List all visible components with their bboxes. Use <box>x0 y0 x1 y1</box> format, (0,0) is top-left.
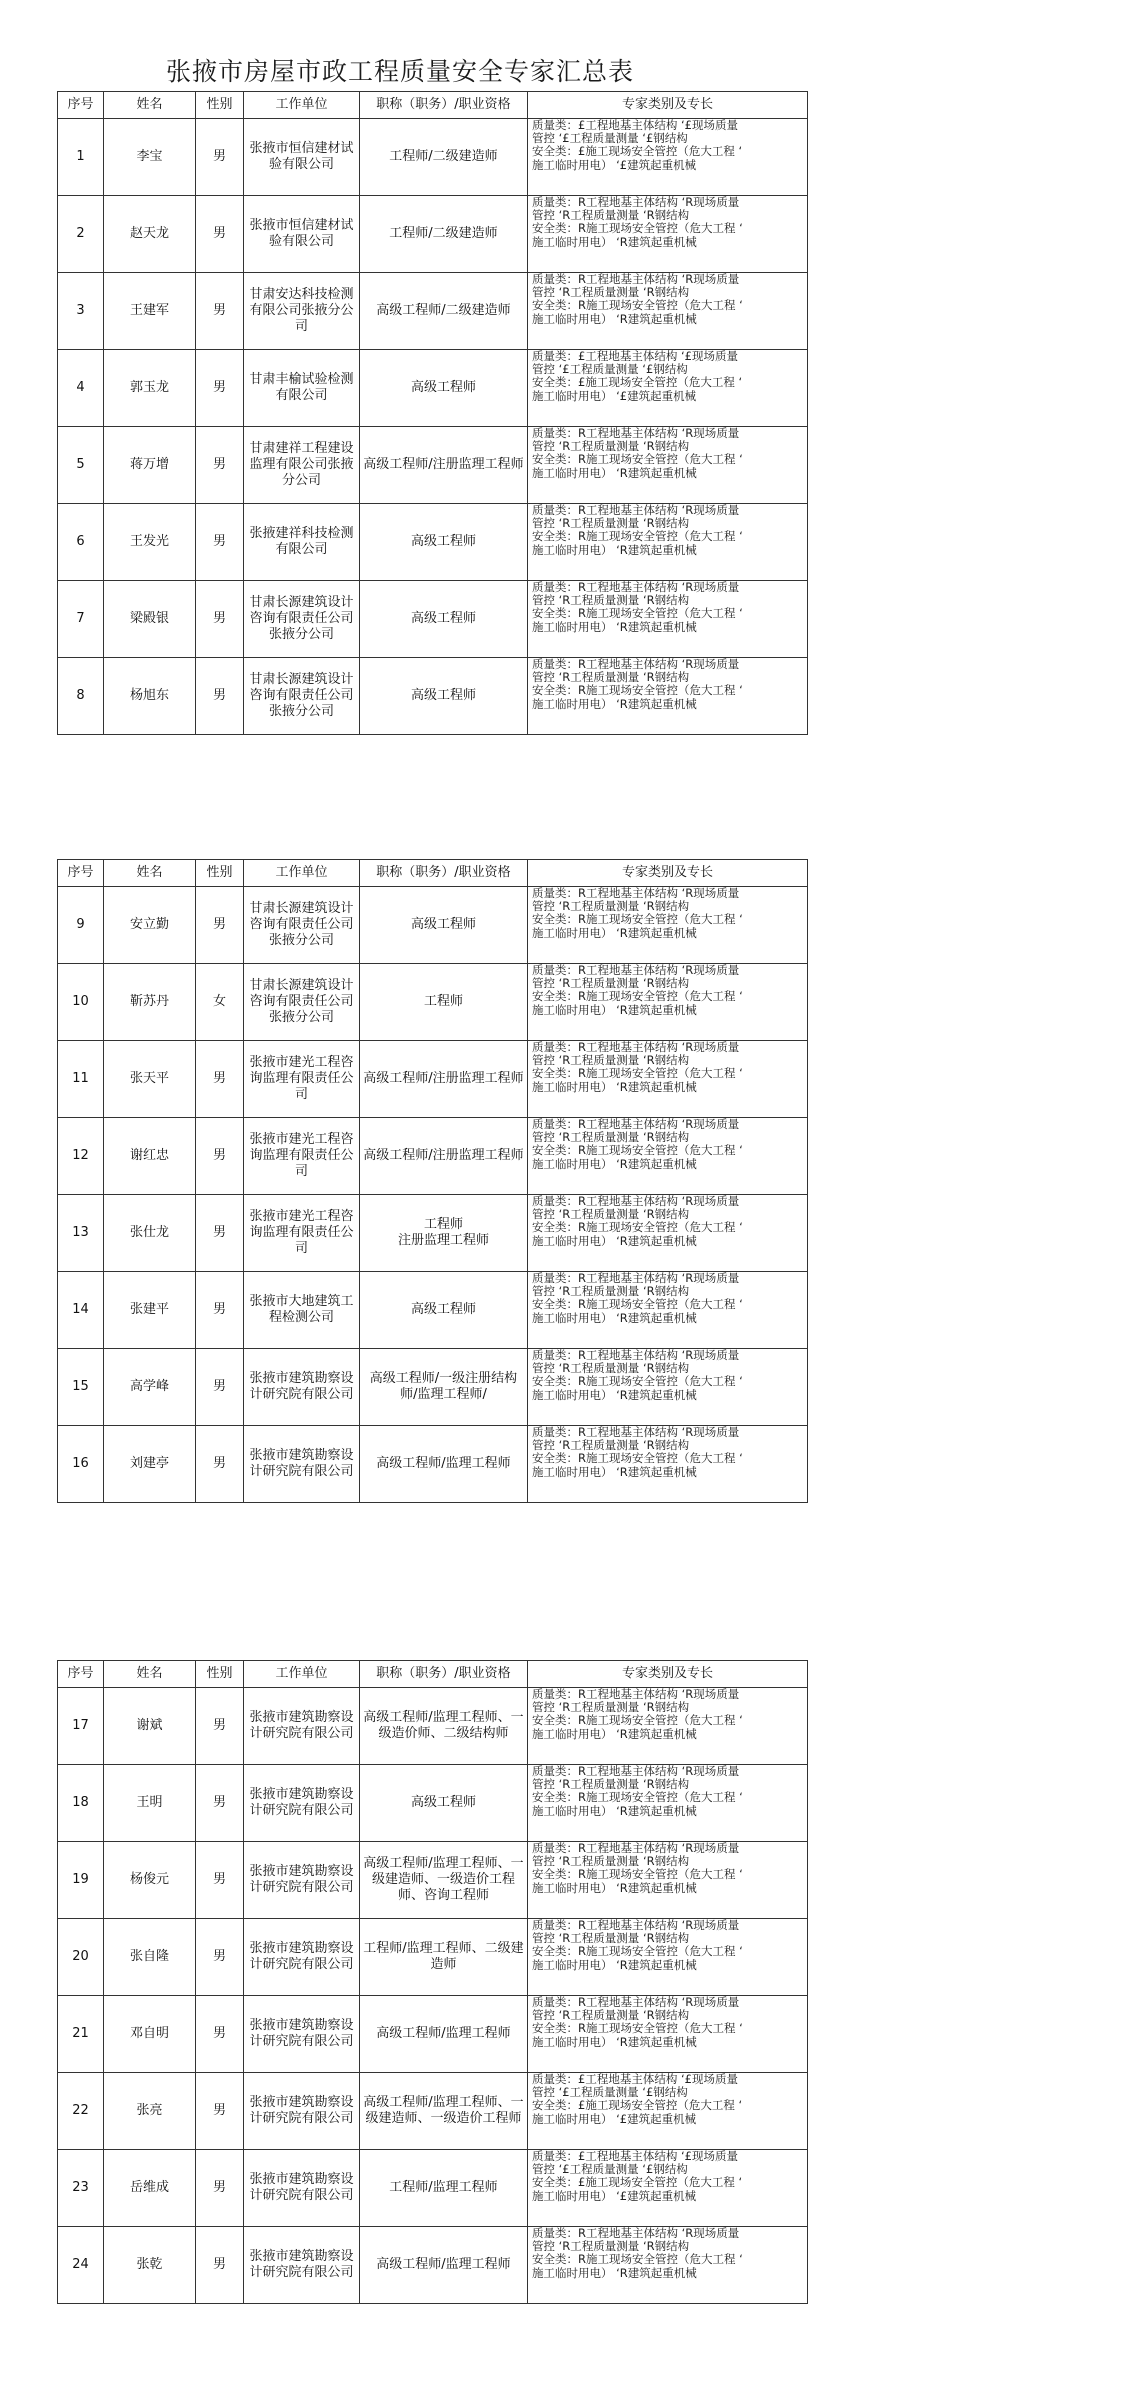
cell-no: 5 <box>58 427 104 504</box>
cell-specialty <box>528 196 808 273</box>
specialty-line: 管控 ‘R工程质量测量 ‘R钢结构 <box>532 1208 690 1222</box>
table-row <box>58 350 808 427</box>
cell-title: 高级工程师 <box>360 350 528 427</box>
cell-specialty <box>528 119 808 196</box>
cell-specialty <box>528 964 808 1041</box>
header-spec: 专家类别及专长 <box>528 92 808 119</box>
cell-title: 工程师 <box>360 964 528 1041</box>
specialty-line: 质量类：£工程地基主体结构 ‘£现场质量 <box>532 119 738 132</box>
cell-unit: 张掖建祥科技检测有限公司 <box>244 504 360 581</box>
specialty-line: 管控 ‘R工程质量测量 ‘R钢结构 <box>532 1778 690 1792</box>
cell-title: 工程师/二级建造师 <box>360 196 528 273</box>
cell-unit: 甘肃长源建筑设计咨询有限责任公司 张掖分公司 <box>244 887 360 964</box>
specialty-line: 施工临时用电） ‘R建筑起重机械 <box>532 1003 697 1017</box>
specialty-line: 质量类：R工程地基主体结构 ‘R现场质量 <box>532 581 740 594</box>
specialty-line: 质量类：R工程地基主体结构 ‘R现场质量 <box>532 1041 740 1054</box>
cell-name: 岳维成 <box>104 2150 196 2227</box>
cell-gender: 男 <box>196 1842 244 1919</box>
specialty-line: 施工临时用电） ‘R建筑起重机械 <box>532 2266 697 2280</box>
specialty-line: 管控 ‘R工程质量测量 ‘R钢结构 <box>532 209 690 223</box>
cell-specialty <box>528 2227 808 2304</box>
cell-gender: 男 <box>196 119 244 196</box>
cell-no: 4 <box>58 350 104 427</box>
specialty-line: 管控 ‘R工程质量测量 ‘R钢结构 <box>532 1054 690 1068</box>
specialty-line: 施工临时用电） ‘R建筑起重机械 <box>532 1234 697 1248</box>
cell-gender: 男 <box>196 1272 244 1349</box>
cell-gender: 男 <box>196 1688 244 1765</box>
cell-name: 谢斌 <box>104 1688 196 1765</box>
cell-no: 8 <box>58 658 104 735</box>
cell-no: 24 <box>58 2227 104 2304</box>
cell-title: 高级工程师/监理工程师、一级造价师、二级结构师 <box>360 1688 528 1765</box>
specialty-line: 管控 ‘R工程质量测量 ‘R钢结构 <box>532 594 690 608</box>
cell-no: 23 <box>58 2150 104 2227</box>
table-row <box>58 1195 808 1272</box>
specialty-line: 安全类：R施工现场安全管控（危大工程 ‘ <box>532 1714 743 1728</box>
cell-name: 靳苏丹 <box>104 964 196 1041</box>
specialty-line: 施工临时用电） ‘R建筑起重机械 <box>532 697 697 711</box>
cell-no: 9 <box>58 887 104 964</box>
cell-specialty <box>528 1426 808 1503</box>
specialty-line: 施工临时用电） ‘R建筑起重机械 <box>532 1727 697 1741</box>
cell-no: 12 <box>58 1118 104 1195</box>
cell-name: 赵天龙 <box>104 196 196 273</box>
table-row <box>58 887 808 964</box>
specialty-line: 施工临时用电） ‘R建筑起重机械 <box>532 1080 697 1094</box>
cell-unit: 张掖市恒信建材试验有限公司 <box>244 119 360 196</box>
cell-title: 高级工程师 <box>360 658 528 735</box>
specialty-line: 施工临时用电） ‘R建筑起重机械 <box>532 1881 697 1895</box>
expert-table-1 <box>57 91 808 735</box>
cell-specialty <box>528 1765 808 1842</box>
specialty-line: 管控 ‘R工程质量测量 ‘R钢结构 <box>532 1439 690 1453</box>
cell-title: 高级工程师 <box>360 887 528 964</box>
cell-title: 高级工程师/注册监理工程师 <box>360 1118 528 1195</box>
header-title: 职称（职务）/职业资格 <box>360 1661 528 1688</box>
specialty-line: 安全类：R施工现场安全管控（危大工程 ‘ <box>532 607 743 621</box>
header-unit: 工作单位 <box>244 860 360 887</box>
specialty-line: 施工临时用电） ‘R建筑起重机械 <box>532 1157 697 1171</box>
specialty-line: 安全类：R施工现场安全管控（危大工程 ‘ <box>532 1221 743 1235</box>
table-row <box>58 1349 808 1426</box>
cell-title: 工程师/二级建造师 <box>360 119 528 196</box>
specialty-line: 质量类：R工程地基主体结构 ‘R现场质量 <box>532 273 740 286</box>
specialty-line: 质量类：£工程地基主体结构 ‘£现场质量 <box>532 2073 738 2086</box>
cell-gender: 男 <box>196 1349 244 1426</box>
cell-gender: 男 <box>196 1118 244 1195</box>
cell-gender: 男 <box>196 1919 244 1996</box>
cell-no: 7 <box>58 581 104 658</box>
cell-name: 张乾 <box>104 2227 196 2304</box>
cell-unit: 张掖市建筑勘察设计研究院有限公司 <box>244 2073 360 2150</box>
cell-gender: 男 <box>196 658 244 735</box>
cell-specialty <box>528 2073 808 2150</box>
specialty-line: 施工临时用电） ‘R建筑起重机械 <box>532 926 697 940</box>
table-row <box>58 1041 808 1118</box>
specialty-line: 管控 ‘£工程质量测量 ‘£钢结构 <box>532 2086 688 2100</box>
cell-no: 19 <box>58 1842 104 1919</box>
cell-specialty <box>528 581 808 658</box>
table-row <box>58 273 808 350</box>
cell-gender: 男 <box>196 1426 244 1503</box>
cell-gender: 男 <box>196 1765 244 1842</box>
specialty-line: 安全类：R施工现场安全管控（危大工程 ‘ <box>532 990 743 1004</box>
cell-title: 高级工程师/二级建造师 <box>360 273 528 350</box>
specialty-line: 管控 ‘R工程质量测量 ‘R钢结构 <box>532 671 690 685</box>
cell-title: 高级工程师 <box>360 1765 528 1842</box>
specialty-line: 质量类：R工程地基主体结构 ‘R现场质量 <box>532 1118 740 1131</box>
table-row <box>58 1272 808 1349</box>
specialty-line: 安全类：R施工现场安全管控（危大工程 ‘ <box>532 1144 743 1158</box>
specialty-line: 质量类：R工程地基主体结构 ‘R现场质量 <box>532 1349 740 1362</box>
cell-name: 王明 <box>104 1765 196 1842</box>
cell-no: 13 <box>58 1195 104 1272</box>
header-name: 姓名 <box>104 860 196 887</box>
header-gender: 性别 <box>196 92 244 119</box>
cell-name: 张自隆 <box>104 1919 196 1996</box>
specialty-line: 质量类：R工程地基主体结构 ‘R现场质量 <box>532 1919 740 1932</box>
specialty-line: 管控 ‘R工程质量测量 ‘R钢结构 <box>532 2009 690 2023</box>
specialty-line: 管控 ‘R工程质量测量 ‘R钢结构 <box>532 1362 690 1376</box>
specialty-line: 安全类：R施工现场安全管控（危大工程 ‘ <box>532 222 743 236</box>
specialty-line: 质量类：R工程地基主体结构 ‘R现场质量 <box>532 427 740 440</box>
cell-title: 高级工程师/注册监理工程师 <box>360 427 528 504</box>
table-row <box>58 1765 808 1842</box>
cell-specialty <box>528 427 808 504</box>
cell-specialty <box>528 1996 808 2073</box>
cell-specialty <box>528 1842 808 1919</box>
cell-no: 3 <box>58 273 104 350</box>
specialty-line: 管控 ‘R工程质量测量 ‘R钢结构 <box>532 517 690 531</box>
specialty-line: 施工临时用电） ‘R建筑起重机械 <box>532 1465 697 1479</box>
cell-no: 6 <box>58 504 104 581</box>
table-row <box>58 1996 808 2073</box>
cell-gender: 男 <box>196 196 244 273</box>
specialty-line: 施工临时用电） ‘R建筑起重机械 <box>532 312 697 326</box>
cell-name: 蒋万增 <box>104 427 196 504</box>
cell-unit: 张掖市建筑勘察设计研究院有限公司 <box>244 1842 360 1919</box>
specialty-line: 管控 ‘R工程质量测量 ‘R钢结构 <box>532 900 690 914</box>
cell-gender: 男 <box>196 887 244 964</box>
table-row <box>58 964 808 1041</box>
cell-gender: 男 <box>196 427 244 504</box>
specialty-line: 安全类：R施工现场安全管控（危大工程 ‘ <box>532 299 743 313</box>
cell-unit: 甘肃建祥工程建设监理有限公司张掖分公司 <box>244 427 360 504</box>
table-row <box>58 1919 808 1996</box>
cell-specialty <box>528 273 808 350</box>
specialty-line: 施工临时用电） ‘£建筑起重机械 <box>532 2112 697 2126</box>
cell-no: 22 <box>58 2073 104 2150</box>
cell-specialty <box>528 1118 808 1195</box>
table-row <box>58 427 808 504</box>
header-no: 序号 <box>58 860 104 887</box>
table-row <box>58 119 808 196</box>
specialty-line: 管控 ‘R工程质量测量 ‘R钢结构 <box>532 1932 690 1946</box>
cell-specialty <box>528 887 808 964</box>
table-row <box>58 1842 808 1919</box>
header-title: 职称（职务）/职业资格 <box>360 860 528 887</box>
specialty-line: 质量类：R工程地基主体结构 ‘R现场质量 <box>532 964 740 977</box>
header-spec: 专家类别及专长 <box>528 860 808 887</box>
cell-title: 高级工程师/注册监理工程师 <box>360 1041 528 1118</box>
specialty-line: 安全类：R施工现场安全管控（危大工程 ‘ <box>532 684 743 698</box>
cell-unit: 张掖市建光工程咨询监理有限责任公司 <box>244 1041 360 1118</box>
specialty-line: 施工临时用电） ‘R建筑起重机械 <box>532 620 697 634</box>
specialty-line: 施工临时用电） ‘£建筑起重机械 <box>532 389 697 403</box>
specialty-line: 安全类：R施工现场安全管控（危大工程 ‘ <box>532 1868 743 1882</box>
cell-name: 张仕龙 <box>104 1195 196 1272</box>
cell-gender: 男 <box>196 1041 244 1118</box>
specialty-line: 安全类：R施工现场安全管控（危大工程 ‘ <box>532 1375 743 1389</box>
header-gender: 性别 <box>196 860 244 887</box>
specialty-line: 质量类：£工程地基主体结构 ‘£现场质量 <box>532 2150 738 2163</box>
specialty-line: 施工临时用电） ‘R建筑起重机械 <box>532 1804 697 1818</box>
specialty-line: 安全类：R施工现场安全管控（危大工程 ‘ <box>532 1452 743 1466</box>
cell-specialty <box>528 1041 808 1118</box>
cell-name: 高学峰 <box>104 1349 196 1426</box>
cell-no: 14 <box>58 1272 104 1349</box>
cell-specialty <box>528 1349 808 1426</box>
cell-title: 高级工程师/监理工程师、一级建造师、一级造价工程师 <box>360 2073 528 2150</box>
cell-gender: 男 <box>196 2150 244 2227</box>
specialty-line: 管控 ‘R工程质量测量 ‘R钢结构 <box>532 286 690 300</box>
cell-specialty <box>528 1272 808 1349</box>
header-unit: 工作单位 <box>244 92 360 119</box>
cell-name: 李宝 <box>104 119 196 196</box>
specialty-line: 管控 ‘R工程质量测量 ‘R钢结构 <box>532 1855 690 1869</box>
cell-no: 20 <box>58 1919 104 1996</box>
table-row <box>58 658 808 735</box>
cell-name: 张天平 <box>104 1041 196 1118</box>
cell-name: 郭玉龙 <box>104 350 196 427</box>
cell-title: 高级工程师 <box>360 1272 528 1349</box>
cell-specialty <box>528 1688 808 1765</box>
cell-title: 工程师 注册监理工程师 <box>360 1195 528 1272</box>
specialty-line: 施工临时用电） ‘R建筑起重机械 <box>532 466 697 480</box>
cell-no: 1 <box>58 119 104 196</box>
table-row <box>58 196 808 273</box>
header-gender: 性别 <box>196 1661 244 1688</box>
cell-unit: 张掖市建光工程咨询监理有限责任公司 <box>244 1118 360 1195</box>
specialty-line: 施工临时用电） ‘R建筑起重机械 <box>532 543 697 557</box>
specialty-line: 质量类：R工程地基主体结构 ‘R现场质量 <box>532 1996 740 2009</box>
specialty-line: 管控 ‘£工程质量测量 ‘£钢结构 <box>532 132 688 146</box>
cell-no: 10 <box>58 964 104 1041</box>
cell-title: 高级工程师/监理工程师、一级建造师、一级造价工程师、咨询工程师 <box>360 1842 528 1919</box>
table-row <box>58 581 808 658</box>
specialty-line: 质量类：R工程地基主体结构 ‘R现场质量 <box>532 887 740 900</box>
cell-no: 11 <box>58 1041 104 1118</box>
cell-unit: 甘肃长源建筑设计咨询有限责任公司 张掖分公司 <box>244 964 360 1041</box>
page-title: 张掖市房屋市政工程质量安全专家汇总表 <box>165 57 634 86</box>
specialty-line: 安全类：£施工现场安全管控（危大工程 ‘ <box>532 145 743 159</box>
specialty-line: 管控 ‘R工程质量测量 ‘R钢结构 <box>532 440 690 454</box>
cell-unit: 张掖市建筑勘察设计研究院有限公司 <box>244 2150 360 2227</box>
cell-specialty <box>528 2150 808 2227</box>
cell-unit: 张掖市建筑勘察设计研究院有限公司 <box>244 1426 360 1503</box>
specialty-line: 施工临时用电） ‘R建筑起重机械 <box>532 1958 697 1972</box>
cell-title: 工程师/监理工程师、二级建造师 <box>360 1919 528 1996</box>
specialty-line: 质量类：R工程地基主体结构 ‘R现场质量 <box>532 658 740 671</box>
specialty-line: 质量类：R工程地基主体结构 ‘R现场质量 <box>532 196 740 209</box>
cell-gender: 男 <box>196 350 244 427</box>
specialty-line: 安全类：£施工现场安全管控（危大工程 ‘ <box>532 2099 743 2113</box>
specialty-line: 施工临时用电） ‘R建筑起重机械 <box>532 2035 697 2049</box>
specialty-line: 质量类：R工程地基主体结构 ‘R现场质量 <box>532 1426 740 1439</box>
specialty-line: 安全类：R施工现场安全管控（危大工程 ‘ <box>532 1067 743 1081</box>
specialty-line: 质量类：R工程地基主体结构 ‘R现场质量 <box>532 1688 740 1701</box>
expert-table-2 <box>57 859 808 1503</box>
cell-title: 工程师/监理工程师 <box>360 2150 528 2227</box>
cell-no: 16 <box>58 1426 104 1503</box>
header-title: 职称（职务）/职业资格 <box>360 92 528 119</box>
cell-name: 张亮 <box>104 2073 196 2150</box>
specialty-line: 安全类：R施工现场安全管控（危大工程 ‘ <box>532 530 743 544</box>
cell-gender: 男 <box>196 273 244 350</box>
cell-name: 梁殿银 <box>104 581 196 658</box>
cell-title: 高级工程师 <box>360 504 528 581</box>
specialty-line: 管控 ‘£工程质量测量 ‘£钢结构 <box>532 363 688 377</box>
cell-no: 17 <box>58 1688 104 1765</box>
header-unit: 工作单位 <box>244 1661 360 1688</box>
cell-unit: 张掖市建筑勘察设计研究院有限公司 <box>244 1688 360 1765</box>
specialty-line: 施工临时用电） ‘R建筑起重机械 <box>532 1311 697 1325</box>
table-row <box>58 1426 808 1503</box>
table-header-row <box>58 92 808 119</box>
cell-name: 王发光 <box>104 504 196 581</box>
specialty-line: 质量类：R工程地基主体结构 ‘R现场质量 <box>532 1195 740 1208</box>
specialty-line: 质量类：R工程地基主体结构 ‘R现场质量 <box>532 1272 740 1285</box>
header-name: 姓名 <box>104 92 196 119</box>
cell-title: 高级工程师/监理工程师 <box>360 1426 528 1503</box>
cell-specialty <box>528 658 808 735</box>
cell-gender: 男 <box>196 1996 244 2073</box>
cell-unit: 张掖市大地建筑工程检测公司 <box>244 1272 360 1349</box>
cell-specialty <box>528 1195 808 1272</box>
cell-name: 谢红忠 <box>104 1118 196 1195</box>
specialty-line: 质量类：R工程地基主体结构 ‘R现场质量 <box>532 2227 740 2240</box>
specialty-line: 安全类：R施工现场安全管控（危大工程 ‘ <box>532 453 743 467</box>
table-row <box>58 2073 808 2150</box>
specialty-line: 管控 ‘R工程质量测量 ‘R钢结构 <box>532 1701 690 1715</box>
cell-title: 高级工程师/监理工程师 <box>360 2227 528 2304</box>
specialty-line: 安全类：£施工现场安全管控（危大工程 ‘ <box>532 376 743 390</box>
specialty-line: 安全类：R施工现场安全管控（危大工程 ‘ <box>532 1945 743 1959</box>
table-row <box>58 504 808 581</box>
specialty-line: 质量类：R工程地基主体结构 ‘R现场质量 <box>532 1765 740 1778</box>
cell-unit: 张掖市建光工程咨询监理有限责任公司 <box>244 1195 360 1272</box>
cell-name: 王建军 <box>104 273 196 350</box>
cell-specialty <box>528 1919 808 1996</box>
cell-unit: 张掖市建筑勘察设计研究院有限公司 <box>244 1349 360 1426</box>
cell-unit: 张掖市建筑勘察设计研究院有限公司 <box>244 1919 360 1996</box>
cell-gender: 男 <box>196 581 244 658</box>
table-header-row <box>58 1661 808 1688</box>
cell-name: 邓自明 <box>104 1996 196 2073</box>
specialty-line: 质量类：R工程地基主体结构 ‘R现场质量 <box>532 1842 740 1855</box>
table-row <box>58 2227 808 2304</box>
table-row <box>58 2150 808 2227</box>
specialty-line: 安全类：R施工现场安全管控（危大工程 ‘ <box>532 913 743 927</box>
cell-no: 21 <box>58 1996 104 2073</box>
cell-gender: 男 <box>196 2227 244 2304</box>
cell-unit: 甘肃丰榆试验检测有限公司 <box>244 350 360 427</box>
cell-gender: 男 <box>196 1195 244 1272</box>
cell-unit: 甘肃安达科技检测有限公司张掖分公司 <box>244 273 360 350</box>
cell-unit: 张掖市建筑勘察设计研究院有限公司 <box>244 1996 360 2073</box>
cell-no: 15 <box>58 1349 104 1426</box>
table-row <box>58 1688 808 1765</box>
specialty-line: 施工临时用电） ‘£建筑起重机械 <box>532 2189 697 2203</box>
specialty-line: 管控 ‘£工程质量测量 ‘£钢结构 <box>532 2163 688 2177</box>
table-header-row <box>58 860 808 887</box>
cell-unit: 张掖市建筑勘察设计研究院有限公司 <box>244 1765 360 1842</box>
specialty-line: 安全类：R施工现场安全管控（危大工程 ‘ <box>532 1298 743 1312</box>
header-spec: 专家类别及专长 <box>528 1661 808 1688</box>
cell-gender: 男 <box>196 504 244 581</box>
specialty-line: 施工临时用电） ‘£建筑起重机械 <box>532 158 697 172</box>
cell-title: 高级工程师 <box>360 581 528 658</box>
header-no: 序号 <box>58 92 104 119</box>
cell-title: 高级工程师/一级注册结构师/监理工程师/ <box>360 1349 528 1426</box>
specialty-line: 安全类：R施工现场安全管控（危大工程 ‘ <box>532 2022 743 2036</box>
expert-table-3 <box>57 1660 808 2304</box>
specialty-line: 安全类：R施工现场安全管控（危大工程 ‘ <box>532 2253 743 2267</box>
specialty-line: 安全类：£施工现场安全管控（危大工程 ‘ <box>532 2176 743 2190</box>
cell-specialty <box>528 504 808 581</box>
cell-specialty <box>528 350 808 427</box>
specialty-line: 管控 ‘R工程质量测量 ‘R钢结构 <box>532 1131 690 1145</box>
cell-unit: 张掖市恒信建材试验有限公司 <box>244 196 360 273</box>
cell-title: 高级工程师/监理工程师 <box>360 1996 528 2073</box>
specialty-line: 管控 ‘R工程质量测量 ‘R钢结构 <box>532 977 690 991</box>
cell-name: 刘建亭 <box>104 1426 196 1503</box>
specialty-line: 施工临时用电） ‘R建筑起重机械 <box>532 1388 697 1402</box>
cell-name: 安立勤 <box>104 887 196 964</box>
table-row <box>58 1118 808 1195</box>
cell-gender: 女 <box>196 964 244 1041</box>
cell-name: 杨俊元 <box>104 1842 196 1919</box>
specialty-line: 安全类：R施工现场安全管控（危大工程 ‘ <box>532 1791 743 1805</box>
cell-no: 2 <box>58 196 104 273</box>
header-no: 序号 <box>58 1661 104 1688</box>
cell-unit: 张掖市建筑勘察设计研究院有限公司 <box>244 2227 360 2304</box>
header-name: 姓名 <box>104 1661 196 1688</box>
specialty-line: 质量类：£工程地基主体结构 ‘£现场质量 <box>532 350 738 363</box>
cell-unit: 甘肃长源建筑设计咨询有限责任公司 张掖分公司 <box>244 581 360 658</box>
cell-unit: 甘肃长源建筑设计咨询有限责任公司 张掖分公司 <box>244 658 360 735</box>
specialty-line: 管控 ‘R工程质量测量 ‘R钢结构 <box>532 1285 690 1299</box>
specialty-line: 质量类：R工程地基主体结构 ‘R现场质量 <box>532 504 740 517</box>
cell-name: 杨旭东 <box>104 658 196 735</box>
specialty-line: 施工临时用电） ‘R建筑起重机械 <box>532 235 697 249</box>
cell-name: 张建平 <box>104 1272 196 1349</box>
specialty-line: 管控 ‘R工程质量测量 ‘R钢结构 <box>532 2240 690 2254</box>
cell-no: 18 <box>58 1765 104 1842</box>
cell-gender: 男 <box>196 2073 244 2150</box>
